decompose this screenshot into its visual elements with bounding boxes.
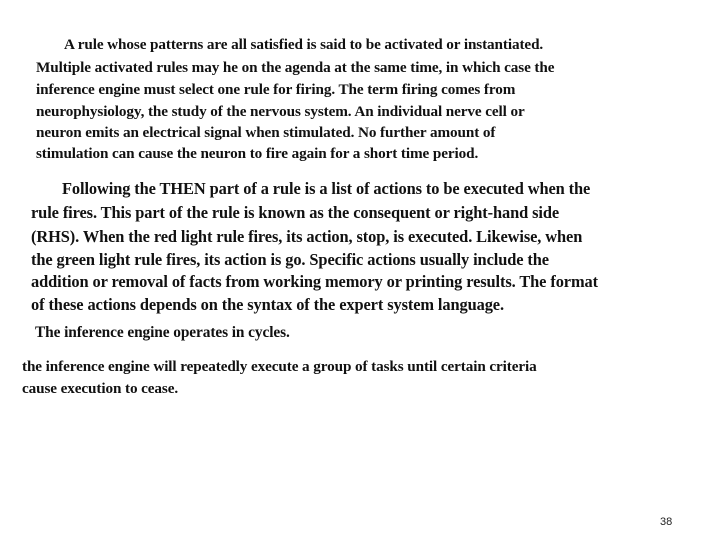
text-line: the inference engine will repeatedly execute a group of tasks until certain criteria — [22, 358, 537, 375]
text-line: The inference engine operates in cycles. — [35, 324, 290, 341]
page-number: 38 — [660, 516, 673, 528]
text-line: of these actions depends on the syntax of the expert system language. — [31, 295, 504, 314]
text-line: A rule whose patterns are all satisfied is said to be activated or instantiated. — [64, 36, 544, 53]
text-line: neuron emits an electrical signal when stimulated. No further amount of — [36, 124, 496, 141]
text-line: Multiple activated rules may he on the agenda at the same time, in which case the — [36, 59, 555, 76]
text-line: cause execution to cease. — [22, 380, 179, 397]
text-line: (RHS). When the red light rule fires, its action, stop, is executed. Likewise, when — [31, 227, 583, 246]
text-line: Following the THEN part of a rule is a list of actions to be executed when the — [62, 179, 591, 198]
text-line: the green light rule fires, its action is go. Specific actions usually include the — [31, 250, 549, 269]
text-line: stimulation can cause the neuron to fire again for a short time period. — [36, 145, 479, 162]
text-line: addition or removal of facts from working memory or printing results. The format — [31, 272, 598, 291]
text-line: neurophysiology, the study of the nervous system. An individual nerve cell or — [36, 103, 525, 120]
text-line: inference engine must select one rule for firing. The term firing comes from — [36, 81, 516, 98]
text-line: rule fires. This part of the rule is known as the consequent or right-hand side — [31, 203, 560, 222]
